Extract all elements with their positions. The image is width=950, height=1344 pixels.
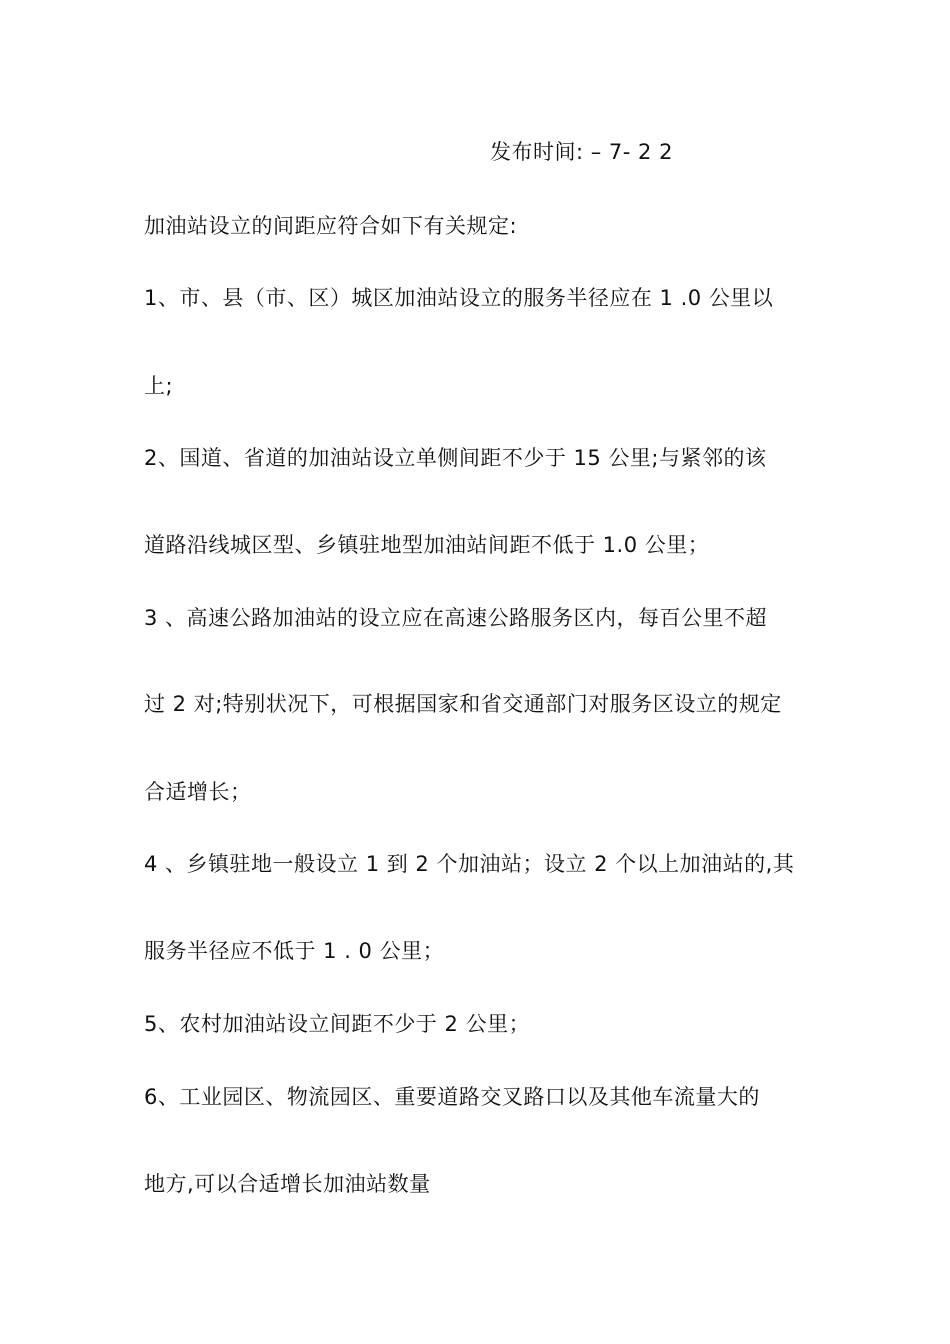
rule-6-line-2: 地方,可以合适增长加油站数量 (144, 1172, 431, 1196)
rule-3-line-2: 过 2 对;特别状况下，可根据国家和省交通部门对服务区设立的规定 (144, 692, 782, 716)
rule-2-line-1: 2、国道、省道的加油站设立单侧间距不少于 15 公里;与紧邻的该 (144, 446, 767, 470)
rule-1-line-1: 1、市、县（市、区）城区加油站设立的服务半径应在 1 .0 公里以 (144, 286, 774, 310)
rule-6-line-1: 6、工业园区、物流园区、重要道路交叉路口以及其他车流量大的 (144, 1085, 760, 1109)
intro-paragraph: 加油站设立的间距应符合如下有关规定: (144, 214, 518, 238)
rule-2-line-2: 道路沿线城区型、乡镇驻地型加油站间距不低于 1.0 公里； (144, 533, 710, 557)
rule-3-line-1: 3 、高速公路加油站的设立应在高速公路服务区内，每百公里不超 (144, 606, 768, 630)
rule-1-line-2: 上; (144, 374, 174, 398)
rule-5: 5、农村加油站设立间距不少于 2 公里； (144, 1012, 531, 1036)
publish-time: 发布时间: – 7- 2 2 (490, 140, 673, 164)
rule-3-line-3: 合适增长； (144, 780, 252, 804)
rule-4-line-2: 服务半径应不低于 1 . 0 公里； (144, 939, 445, 963)
rule-4-line-1: 4 、乡镇驻地一般设立 1 到 2 个加油站；设立 2 个以上加油站的,其 (144, 852, 795, 876)
